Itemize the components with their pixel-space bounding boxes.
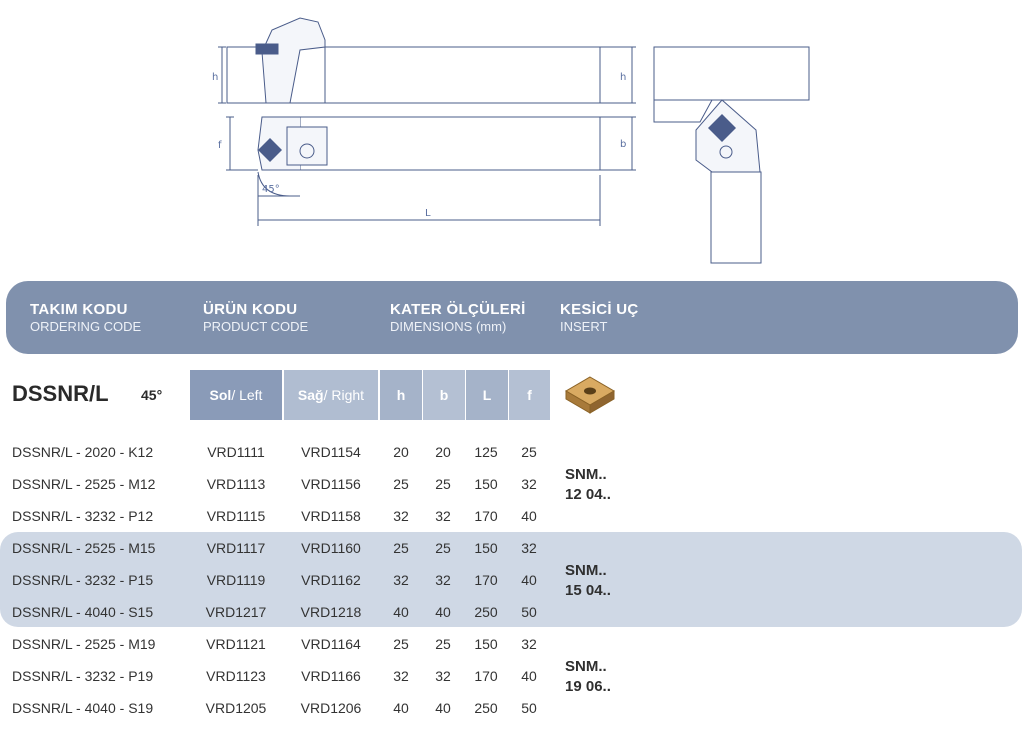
table-row — [0, 500, 1024, 532]
colhead-L: L — [466, 370, 508, 420]
cell-f: 25 — [521, 444, 537, 460]
colhead-left — [190, 370, 282, 420]
cell-left-code: VRD1121 — [206, 636, 266, 652]
dim-angle-label: 45° — [262, 184, 280, 195]
cell-h: 25 — [393, 476, 409, 492]
table-row — [0, 436, 1024, 468]
cell-ordering-code: DSSNR/L - 2525 - M12 — [12, 476, 156, 492]
cell-b: 40 — [435, 604, 451, 620]
dim-h-right-label: h — [620, 72, 627, 83]
end-view-body — [654, 47, 809, 100]
table-row — [0, 564, 1024, 596]
cell-b: 40 — [435, 700, 451, 716]
header-product-code-tr: ÜRÜN KODU — [203, 301, 298, 318]
cell-b: 25 — [435, 636, 451, 652]
cell-L: 125 — [474, 444, 498, 460]
cell-ordering-code: DSSNR/L - 4040 - S19 — [12, 700, 154, 716]
cell-b: 25 — [435, 540, 451, 556]
cell-right-code: VRD1166 — [301, 668, 361, 684]
cell-right-code: VRD1160 — [301, 540, 361, 556]
cell-left-code: VRD1123 — [206, 668, 266, 684]
technical-drawing — [0, 0, 1024, 270]
table-row — [0, 532, 1024, 564]
header-ordering-code-tr: TAKIM KODU — [30, 301, 128, 318]
colhead-left-en: / Left — [231, 387, 263, 403]
cell-f: 40 — [521, 572, 537, 588]
dim-f-label: f — [218, 140, 222, 151]
colhead-f: f — [509, 370, 550, 420]
colhead-right-tr: Sağ — [297, 387, 324, 403]
insert-group-12-line2: 12 04.. — [565, 486, 611, 503]
cell-left-code: VRD1117 — [206, 540, 266, 556]
cell-L: 170 — [474, 668, 498, 684]
cell-f: 32 — [521, 540, 537, 556]
cell-ordering-code: DSSNR/L - 3232 - P19 — [12, 668, 154, 684]
cell-right-code: VRD1158 — [301, 508, 361, 524]
colhead-h: h — [380, 370, 422, 420]
header-insert-en: INSERT — [560, 319, 608, 334]
cell-h: 40 — [393, 700, 409, 716]
cell-ordering-code: DSSNR/L - 3232 - P12 — [12, 508, 154, 524]
cell-h: 20 — [393, 444, 409, 460]
cell-b: 32 — [435, 668, 451, 684]
insert-group-15-line1: SNM.. — [565, 562, 607, 579]
table-header-band — [6, 281, 1018, 354]
colhead-b: b — [423, 370, 465, 420]
table-row — [0, 468, 1024, 500]
cell-right-code: VRD1218 — [300, 604, 362, 620]
cell-right-code: VRD1206 — [300, 700, 362, 716]
cell-left-code: VRD1111 — [207, 444, 265, 460]
cell-f: 32 — [521, 476, 537, 492]
colhead-right-en: / Right — [323, 387, 365, 403]
cell-ordering-code: DSSNR/L - 2020 - K12 — [12, 444, 154, 460]
insert-group-19-line2: 19 06.. — [565, 678, 611, 695]
insert-group-12-line1: SNM.. — [565, 466, 607, 483]
header-dimensions-tr: KATER ÖLÇÜLERİ — [390, 301, 526, 318]
insert-group-15 — [565, 561, 611, 601]
cell-h: 32 — [393, 508, 409, 524]
header-insert — [560, 301, 639, 334]
cell-left-code: VRD1205 — [205, 700, 267, 716]
header-ordering-code-en: ORDERING CODE — [30, 319, 142, 334]
cell-f: 32 — [521, 636, 537, 652]
header-ordering-code — [30, 301, 141, 334]
cell-h: 32 — [393, 572, 409, 588]
cell-ordering-code: DSSNR/L - 2525 - M19 — [12, 636, 156, 652]
colhead-right — [284, 370, 378, 420]
cell-h: 25 — [393, 540, 409, 556]
cell-b: 32 — [435, 572, 451, 588]
dim-b-label: b — [620, 139, 627, 150]
insert-group-12 — [565, 465, 611, 505]
cell-left-code: VRD1115 — [206, 508, 266, 524]
cell-left-code: VRD1217 — [205, 604, 267, 620]
cell-b: 20 — [435, 444, 451, 460]
header-insert-tr: KESİCİ UÇ — [560, 301, 639, 318]
header-product-code-en: PRODUCT CODE — [203, 319, 309, 334]
cell-L: 150 — [474, 476, 498, 492]
insert-group-19 — [565, 657, 611, 697]
cell-L: 250 — [474, 700, 498, 716]
cell-h: 32 — [393, 668, 409, 684]
table-row — [0, 660, 1024, 692]
square-insert-icon — [562, 373, 618, 417]
dim-h-left-label: h — [212, 72, 219, 83]
insert-group-19-line1: SNM.. — [565, 658, 607, 675]
cell-left-code: VRD1119 — [206, 572, 266, 588]
dim-L-label: L — [425, 208, 431, 219]
cell-ordering-code: DSSNR/L - 3232 - P15 — [12, 572, 154, 588]
cell-right-code: VRD1156 — [301, 476, 361, 492]
cell-L: 170 — [474, 572, 498, 588]
end-view-shank — [711, 172, 761, 263]
cell-L: 250 — [474, 604, 498, 620]
header-dimensions-en: DIMENSIONS (mm) — [390, 319, 507, 334]
cell-left-code: VRD1113 — [206, 476, 266, 492]
table-row — [0, 692, 1024, 724]
cell-ordering-code: DSSNR/L - 4040 - S15 — [12, 604, 154, 620]
cell-b: 32 — [435, 508, 451, 524]
cell-f: 40 — [521, 508, 537, 524]
cell-right-code: VRD1154 — [301, 444, 361, 460]
cell-f: 50 — [521, 700, 537, 716]
cell-b: 25 — [435, 476, 451, 492]
table-row — [0, 628, 1024, 660]
cell-ordering-code: DSSNR/L - 2525 - M15 — [12, 540, 156, 556]
cell-right-code: VRD1162 — [301, 572, 361, 588]
product-title: DSSNR/L — [12, 381, 109, 406]
header-dimensions — [390, 301, 526, 334]
cell-L: 170 — [474, 508, 498, 524]
header-product-code — [203, 301, 308, 334]
cell-L: 150 — [474, 636, 498, 652]
cell-h: 40 — [393, 604, 409, 620]
product-angle: 45° — [141, 387, 163, 403]
table-row — [0, 596, 1024, 628]
insert-group-15-line2: 15 04.. — [565, 582, 611, 599]
cell-f: 40 — [521, 668, 537, 684]
top-view-body — [300, 117, 600, 170]
colhead-left-tr: Sol — [209, 387, 232, 403]
cell-right-code: VRD1164 — [301, 636, 361, 652]
cell-h: 25 — [393, 636, 409, 652]
cell-f: 50 — [521, 604, 537, 620]
cell-L: 150 — [474, 540, 498, 556]
